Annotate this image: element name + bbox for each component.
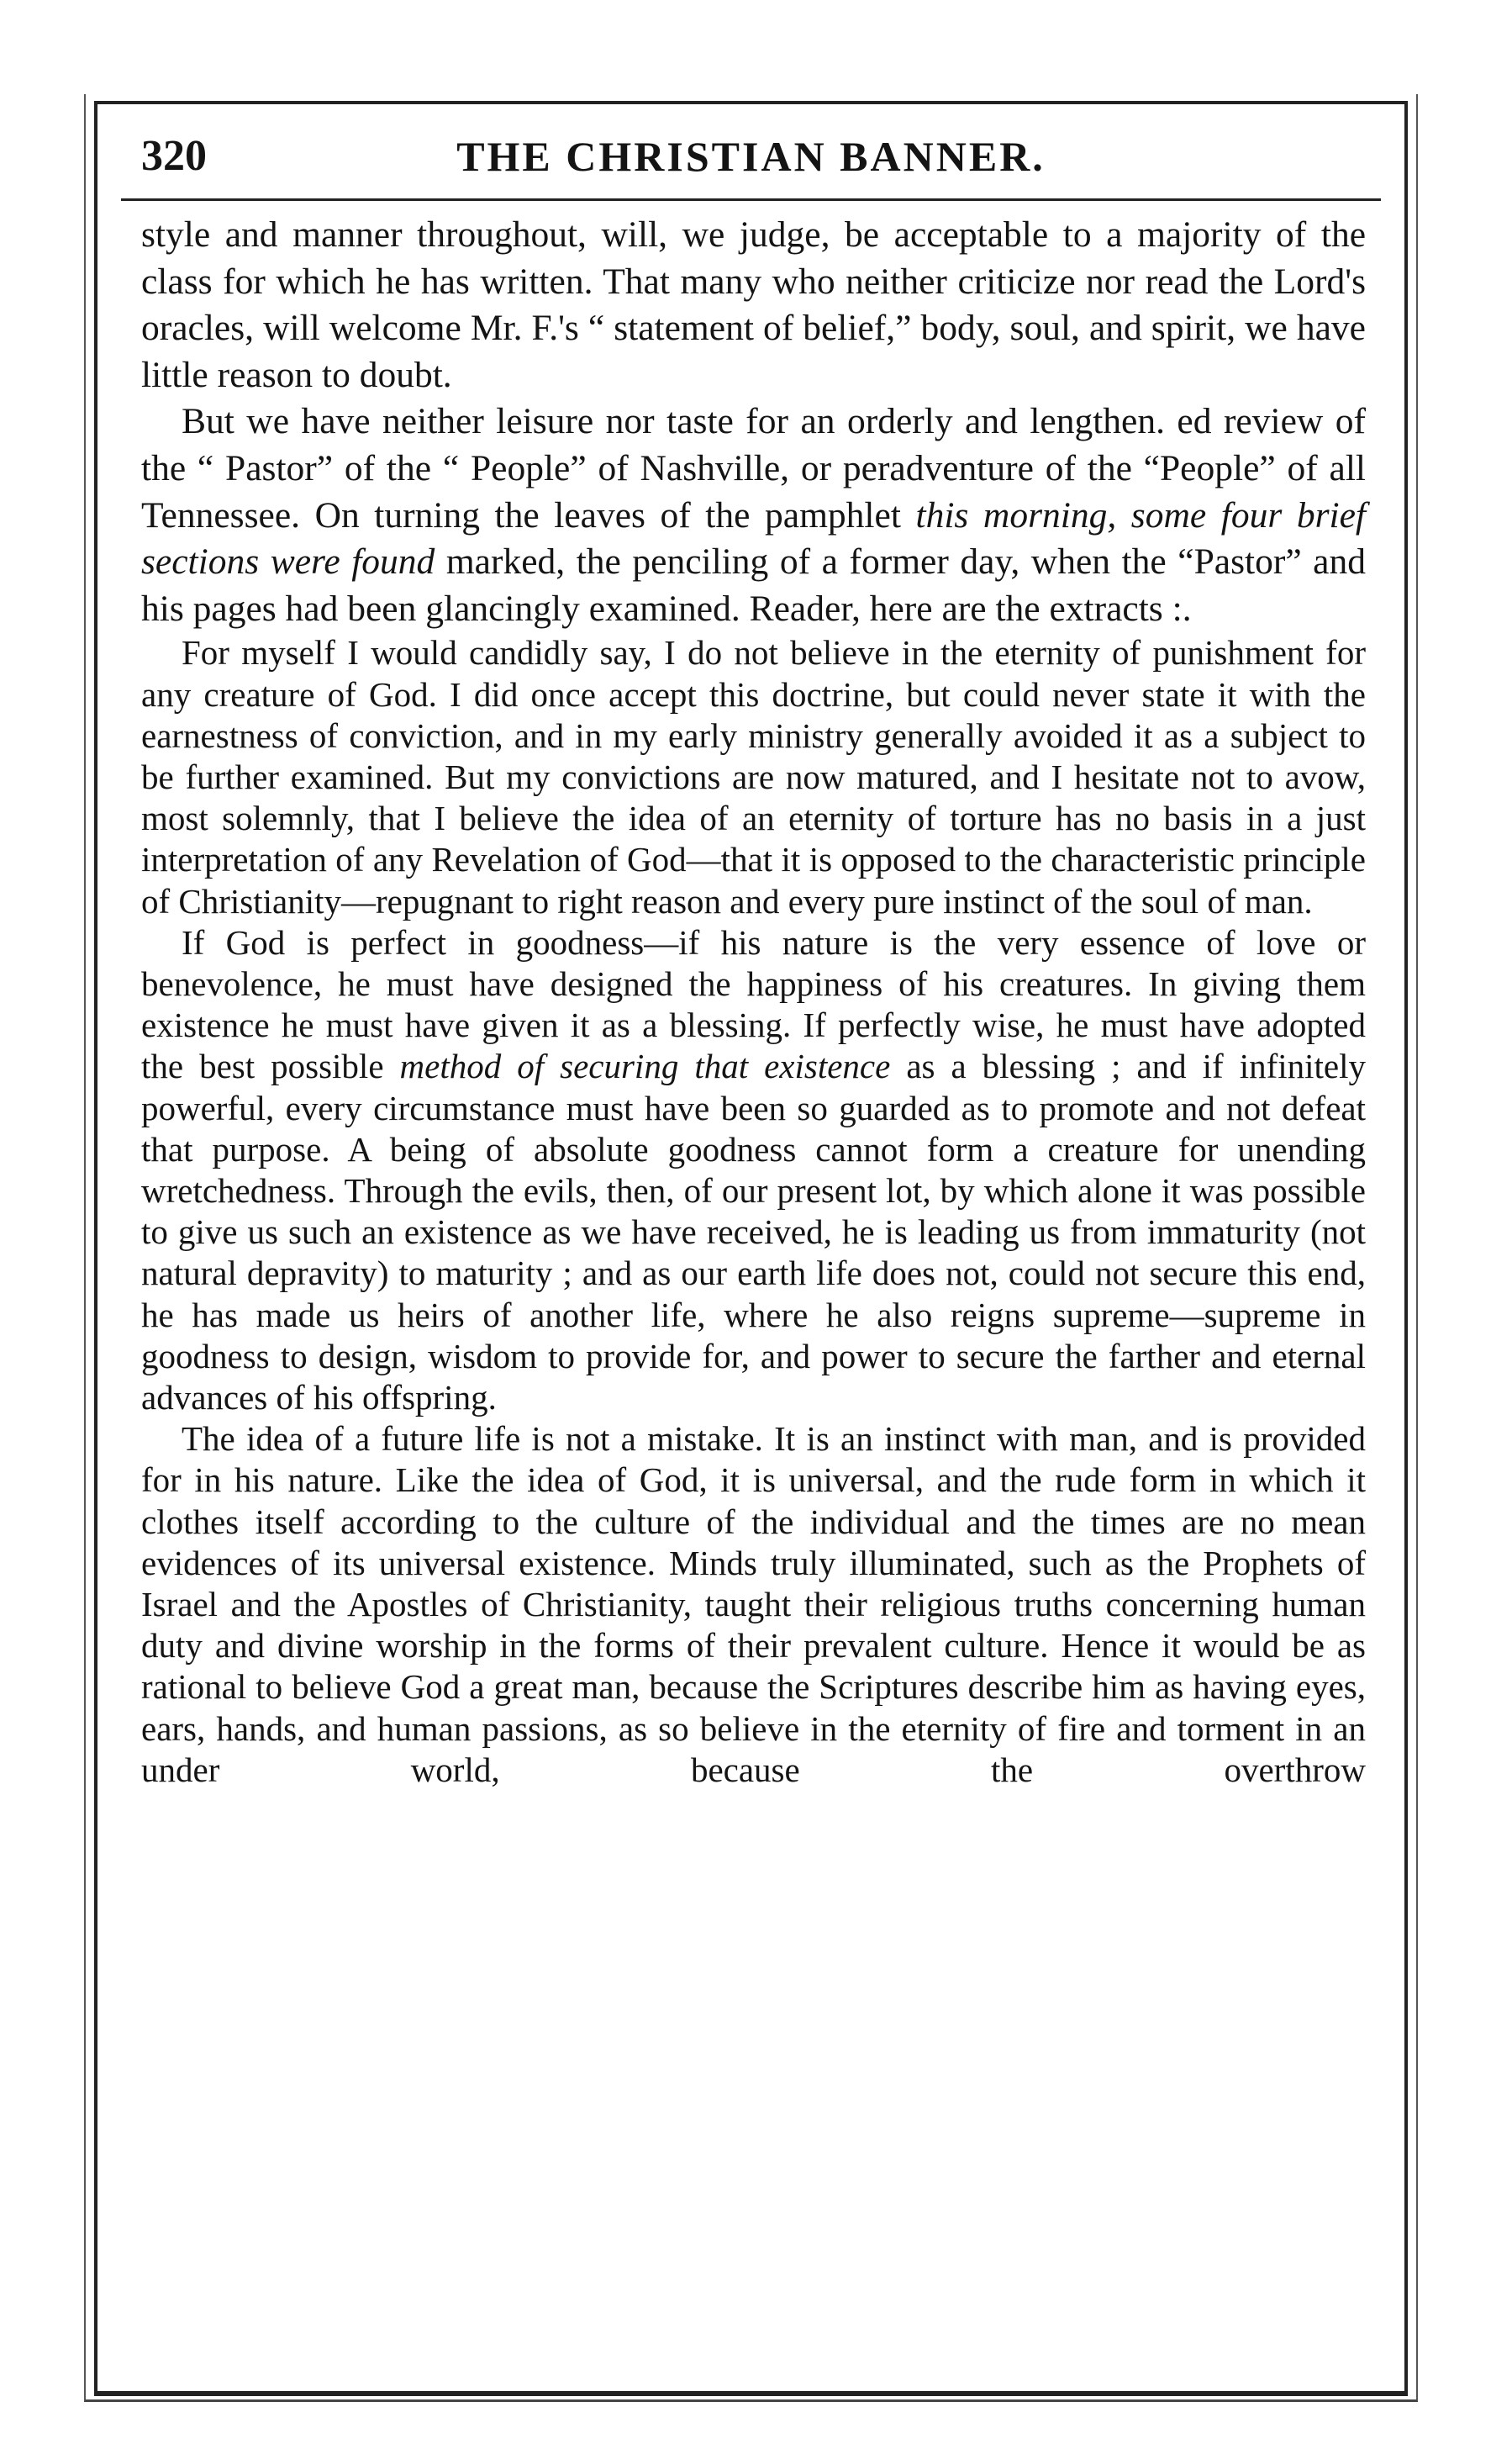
- page-header: [97, 123, 1404, 190]
- paragraph-2-italic: this morning, some four brief sections were found: [141, 494, 1366, 583]
- article-body: [141, 212, 1366, 1791]
- quote-paragraph-2-italic: method of securing that existence: [399, 1047, 891, 1086]
- paragraph-1: [141, 212, 1366, 399]
- quote-paragraph-2: [141, 922, 1366, 1418]
- page-border: [94, 101, 1408, 2396]
- header-rule: [121, 198, 1381, 201]
- paragraph-2-text-after: marked, the penciling of a former day, when the “Pastor” and his pages had been glancingly examined. Reader, here are the extracts :.: [141, 541, 1366, 629]
- quote-paragraph-3-text: The idea of a future life is not a mistake. It is an instinct with man, and is provided for in his nature. Like the idea of God, it is universal, and the rude form in which it clothes itself according to the culture of the individual and the times are no mean evidences of its universal existence. Minds truly illuminated, such as the Prophets of Israel and the Apostles of Christianity, taught their religious truths concerning human duty and divine worship in the forms of their prevalent culture. Hence it would be as rational to believe God a great man, because the Scriptures describe him as having eyes, ears, hands, and human passions, as so believe in the eternity of fire and torment in an under world, because the overthrow: [141, 1419, 1366, 1789]
- paragraph-2-text: But we have neither leisure nor taste for an orderly and lengthen. ed review of the “ Pastor” of the “ People” of Nashville, or peradventure of the “People” of all Tennessee. On turning the leaves of the pamphlet: [141, 401, 1366, 536]
- quote-paragraph-2-text-after: as a blessing ; and if infinitely powerful, every circumstance must have been so guarded as to promote and not defeat that purpose. A being of absolute goodness cannot form a creature for unending wretchedness. Through the evils, then, of our present lot, by which alone it was possible to give us such an existence as we have received, he is leading us from immaturity (not natural depravity) to maturity ; and as our earth life does not, could not secure this end, he has made us heirs of another life, where he also reigns supreme—supreme in goodness to design, wisdom to provide for, and power to secure the farther and eternal advances of his offspring.: [141, 1047, 1367, 1417]
- paragraph-2: [141, 399, 1366, 632]
- paragraph-1-text: style and manner throughout, will, we judge, be acceptable to a majority of the class for which he has written. That many who neither criticize nor read the Lord's oracles, will welcome Mr. F.'s “ statement of belief,” body, soul, and spirit, we have little reason to doubt.: [141, 214, 1366, 395]
- running-title: THE CHRISTIAN BANNER.: [456, 133, 1046, 180]
- quote-paragraph-2-text: If God is perfect in goodness—if his nature is the very essence of love or benevolence, he must have designed the happiness of his creatures. In giving them existence he must have given it as a blessing. If perfectly wise, he must have adopted the best possible: [141, 922, 1366, 1086]
- quote-paragraph-1: [141, 632, 1366, 921]
- quote-paragraph-3: [141, 1418, 1366, 1791]
- page-number: 320: [141, 132, 207, 180]
- quote-paragraph-1-text: For myself I would candidly say, I do not believe in the eternity of punishment for any creature of God. I did once accept this doctrine, but could never state it with the earnestness of conviction, and in my early ministry generally avoided it as a subject to be further examined. But my convictions are now matured, and I hesitate not to avow, most solemnly, that I believe the idea of an eternity of torture has no basis in a just interpretation of any Revelation of God—that it is opposed to the characteristic principle of Christianity—repugnant to right reason and every pure instinct of the soul of man.: [141, 633, 1366, 921]
